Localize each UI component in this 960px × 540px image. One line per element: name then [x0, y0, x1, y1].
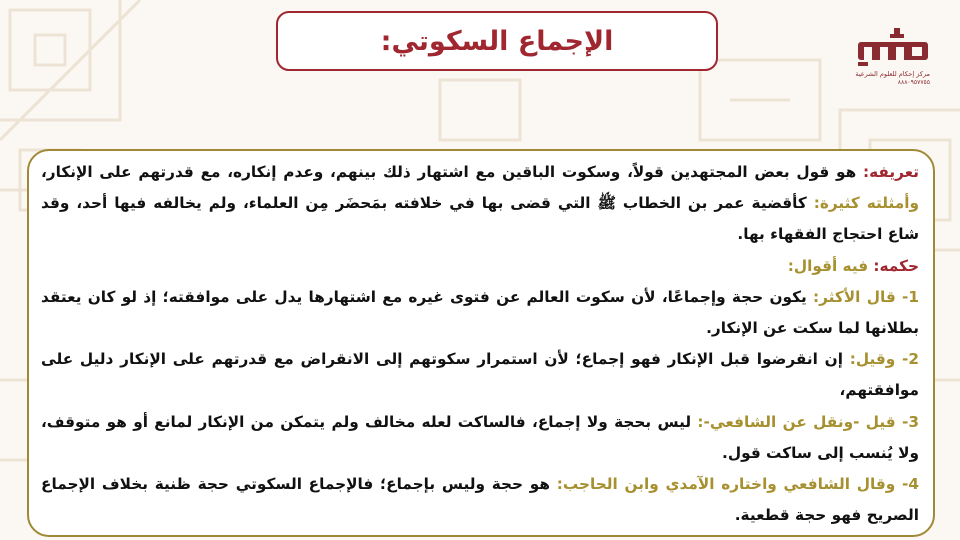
opinion-1-text: يكون حجة وإجماعًا، لأن سكوت العالم عن فتوى غيره مع اشتهارها يدل على موافقته؛ إذ لو كان يعتقد بطلانها لما سكت عن الإنكار. [41, 287, 919, 338]
logo [842, 28, 930, 90]
logo-number: ٨٨٨٠٩٥٧٧٥٥ [897, 79, 930, 86]
opinion-3 [41, 407, 919, 469]
examples-label: وأمثلته كثيرة: [813, 194, 920, 213]
title-box [276, 11, 718, 71]
opinion-4 [41, 469, 919, 531]
ruling-paragraph [41, 251, 919, 282]
opinion-2-label: 2- وقيل: [849, 350, 919, 369]
ruling-text: فيه أقوال: [787, 256, 869, 275]
opinion-2-text: إن انقرضوا قبل الإنكار فهو إجماع؛ لأن استمرار سكوتهم إلى الانقراض مع قدرتهم على الإنكار دليل على موافقتهم، [41, 350, 919, 400]
logo-mark-icon [850, 28, 930, 68]
content-text [41, 157, 919, 531]
opinion-3-text: ليس بحجة ولا إجماع، فالساكت لعله مخالف ولم يتمكن من الإنكار لمانع أو هو متوقف، ولا يُنسب إلى ساكت قول. [41, 412, 919, 462]
logo-subtitle: مركز إحكام للعلوم الشرعية [855, 70, 930, 78]
examples-text: كأقضية عمر بن الخطاب ﷺ التي قضى بها في خلافته بمَحضَر مِن العلماء، ولم يخالفه فيها أحد، وقد شاع احتجاج الفقهاء بها. [41, 194, 919, 244]
opinion-3-label: 3- قيل -ونقل عن الشافعي-: [697, 412, 919, 431]
opinion-2 [41, 344, 919, 406]
content-box [27, 149, 935, 537]
opinion-1-label: 1- قال الأكثر: [813, 287, 919, 306]
ruling-label: حكمه: [873, 256, 919, 275]
opinion-4-label: 4- وقال الشافعي واختاره الآمدي وابن الحاجب: [556, 475, 919, 494]
definition-paragraph [41, 157, 919, 251]
opinion-4-text: هو حجة وليس بإجماع؛ فالإجماع السكوتي حجة ظنية بخلاف الإجماع الصريح فهو حجة قطعية. [41, 475, 919, 525]
definition-text: هو قول بعض المجتهدين قولاً، وسكوت الباقين مع اشتهار ذلك بينهم، وعدم إنكاره، مع قدرتهم على الإنكار، [41, 163, 863, 181]
slide-title: الإجماع السكوتي: [380, 25, 614, 57]
opinion-1 [41, 282, 919, 344]
definition-label: تعريفه: [862, 163, 919, 181]
